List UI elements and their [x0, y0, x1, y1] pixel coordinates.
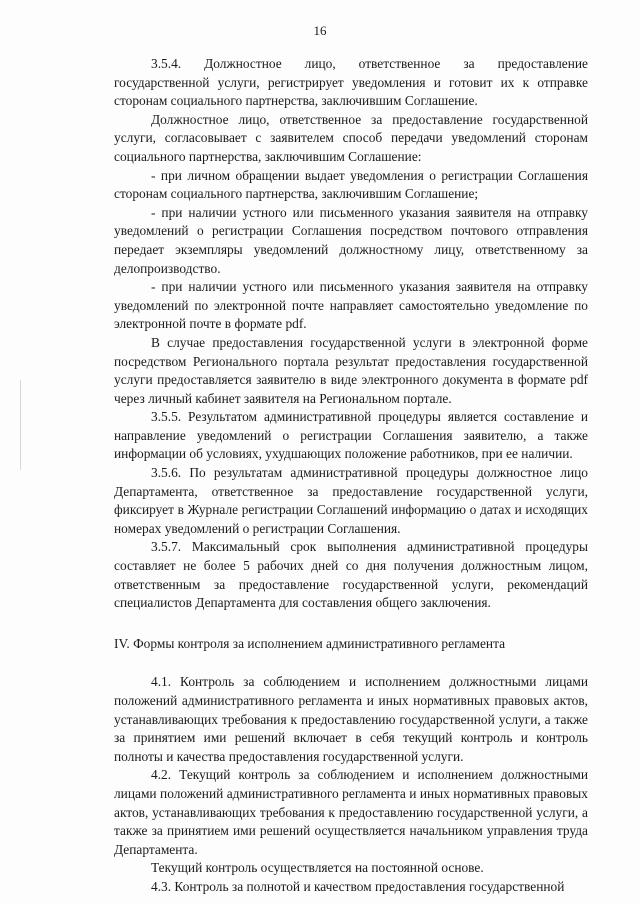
- list-item-email-delivery: - при наличии устного или письменного указания заявителя на отправку уведомлений по электронной почте направляет самостоятельно уведомление по электронной почте в формате pdf.: [114, 279, 588, 332]
- page-number: 16: [313, 23, 327, 38]
- document-body: [114, 55, 588, 897]
- paragraph-3-5-4: 3.5.4. Должностное лицо, ответственное за предоставление государственной услуги, регистрирует уведомления и готовит их к отправке сторонам социального партнерства, заключившим Соглашение.: [114, 56, 588, 109]
- paragraph-4-1: 4.1. Контроль за соблюдением и исполнением должностными лицами положений административного регламента и иных нормативных правовых актов, устанавливающих требования к предоставлению государственной услуги, а также за принятием ими решений включает в себя текущий контроль и контроль полноты и качества предоставления государственной услуги.: [114, 674, 588, 764]
- paragraph-3-5-7: 3.5.7. Максимальный срок выполнения административной процедуры составляет не более 5 рабочих дней со дня получения должностным лицом, ответственным за предоставление государственной услуги, рекомендаций специалистов Департамента для составления общего заключения.: [114, 539, 588, 611]
- paragraph-4-2: 4.2. Текущий контроль за соблюдением и исполнением должностными лицами положений административного регламента и иных нормативных правовых актов, устанавливающих требования к предоставлению государственной услуги, а также за принятием ими решений осуществляется начальником управления труда Департамента.: [114, 767, 588, 857]
- paragraph-electronic-form: В случае предоставления государственной услуги в электронной форме посредством Регионального портала результат предоставления государственной услуги предоставляется заявителю в виде электронного документа в формате pdf через личный кабинет заявителя на Региональном портале.: [114, 334, 588, 406]
- scan-margin-mark: [20, 380, 21, 470]
- paragraph-current-control: Текущий контроль осуществляется на постоянной основе.: [151, 860, 484, 876]
- paragraph-3-5-6: 3.5.6. По результатам административной процедуры должностное лицо Департамента, ответственное за предоставление государственной услуги, фиксирует в Журнале регистрации Соглашений информацию о датах и исходящих номерах уведомлений о регистрации Соглашения.: [114, 465, 588, 536]
- paragraph-4-3: 4.3. Контроль за полнотой и качеством предоставления государственной: [151, 878, 565, 894]
- list-item-postal-delivery: - при наличии устного или письменного указания заявителя на отправку уведомлений о регистрации Соглашения посредством почтового отправления передает экземпляры уведомлений должностному лицу, ответственному за делопроизводство.: [114, 204, 588, 276]
- paragraph-3-5-5: 3.5.5. Результатом административной процедуры является составление и направление уведомлений о регистрации Соглашения заявителю, а также информации об условиях, ухудшающих положение работников, при ее наличии.: [114, 409, 588, 462]
- list-item-personal-visit: - при личном обращении выдает уведомления о регистрации Соглашения сторонам социального партнерства, заключившим Соглашение;: [114, 167, 588, 202]
- section-heading: IV. Формы контроля за исполнением административного регламента: [114, 635, 506, 651]
- paragraph-notification-method: Должностное лицо, ответственное за предоставление государственной услуги, согласовывает с заявителем способ передачи уведомлений сторонам социального партнерства, заключившим Соглашение:: [114, 111, 588, 164]
